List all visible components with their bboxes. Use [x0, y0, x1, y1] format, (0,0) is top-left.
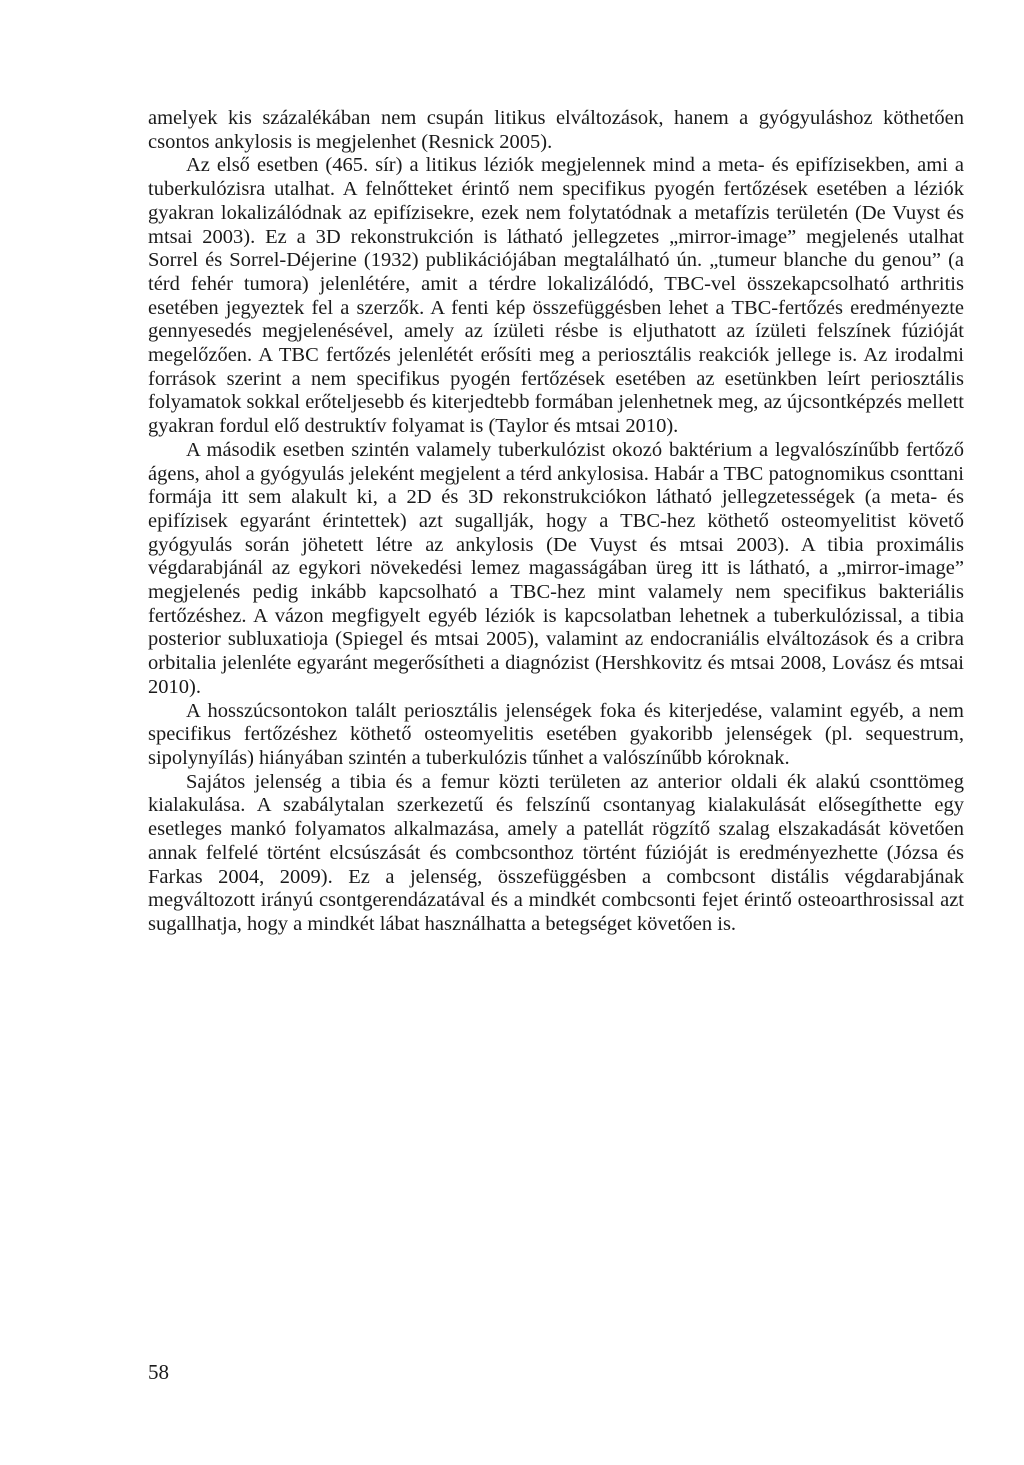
paragraph-3: A második esetben szintén valamely tuberkulózist okozó baktérium a legvalószínűbb fertőző ágens, ahol a gyógyulás jeleként megjelent a térd ankylosisa. Habár a TBC patognomikus csonttani formája itt sem alakult ki, a 2D és 3D rekonstrukciókon látható jellegzetességek (a meta- és epifízisek egyaránt érintettek) azt sugallják, hogy a TBC-hez köthető osteomyelitist követő gyógyulás során jöhetett létre az ankylosis (De Vuyst és mtsai 2003). A tibia proximális végdarabjánál az egykori növekedési lemez magasságában üreg itt is látható, a „mirror-image” megjelenés pedig inkább kapcsolható a TBC-hez mint valamely nem specifikus bakteriális fertőzéshez. A vázon megfigyelt egyéb léziók is kapcsolatban lehetnek a tuberkulózissal, a tibia posterior subluxatioja (Spiegel és mtsai 2005), valamint az endocraniális elváltozások és a cribra orbitalia jelenléte egyaránt megerősítheti a diagnózist (Hershkovitz és mtsai 2008, Lovász és mtsai 2010). [148, 438, 964, 698]
paragraph-1: amelyek kis százalékában nem csupán litikus elváltozások, hanem a gyógyuláshoz köthetően csontos ankylosis is megjelenhet (Resnick 2005). [148, 107, 964, 153]
paragraph-5: Sajátos jelenség a tibia és a femur közti területen az anterior oldali ék alakú csonttömeg kialakulása. A szabálytalan szerkezetű és felszínű csontanyag kialakulását elősegíthette egy esetleges mankó folyamatos alkalmazása, amely a patellát rögzítő szalag elszakadását követően annak felfelé történt elcsúszását és combcsonthoz történt fúzióját is eredményezhette (Józsa és Farkas 2004, 2009). Ez a jelenség, összefüggésben a combcsont distális végdarabjának megváltozott irányú csontgerendázatával és a mindkét combcsonti fejet érintő osteoarthrosissal azt sugallhatja, hogy a mindkét lábat használhatta a betegséget követően is. [148, 770, 964, 935]
paragraph-2: Az első esetben (465. sír) a litikus léziók megjelennek mind a meta- és epifízisekben, ami a tuberkulózisra utalhat. A felnőtteket érintő nem specifikus pyogén fertőzések esetében a léziók gyakran lokalizálódnak az epifízisekre, ezek nem folytatódnak a metafízis területén (De Vuyst és mtsai 2003). Ez a 3D rekonstrukción is látható jellegzetes „mirror-image” megjelenés utalhat Sorrel és Sorrel-Déjerine (1932) publikációjában megtalálható ún. „tumeur blanche du genou” (a térd fehér tumora) jelenlétére, amit a térdre lokalizálódó, TBC-vel összekapcsolható arthritis esetében jegyeztek fel a szerzők. A fenti kép összefüggésben lehet a TBC-fertőzés eredményezte gennyesedés megjelenésével, amely az ízületi résbe is eljuthatott az ízületi felszínek fúzióját megelőzően. A TBC fertőzés jelenlétét erősíti meg a periosztális reakciók jellege is. Az irodalmi források szerint a nem specifikus pyogén fertőzések esetében az esetünkben leírt periosztális folyamatok sokkal erőteljesebb és kiterjedtebb formában jelenhetnek meg, az újcsontképzés mellett gyakran fordul elő destruktív folyamat is (Taylor és mtsai 2010). [148, 154, 964, 438]
body-text [148, 107, 964, 937]
paragraph-4: A hosszúcsontokon talált periosztális jelenségek foka és kiterjedése, valamint egyéb, a nem specifikus fertőzéshez köthető osteomyelitis esetében gyakoribb jelenségek (pl. sequestrum, sipolynyílás) hiányában szintén a tuberkulózis tűnhet a valószínűbb kóroknak. [148, 699, 964, 769]
page-number: 58 [148, 1360, 169, 1384]
